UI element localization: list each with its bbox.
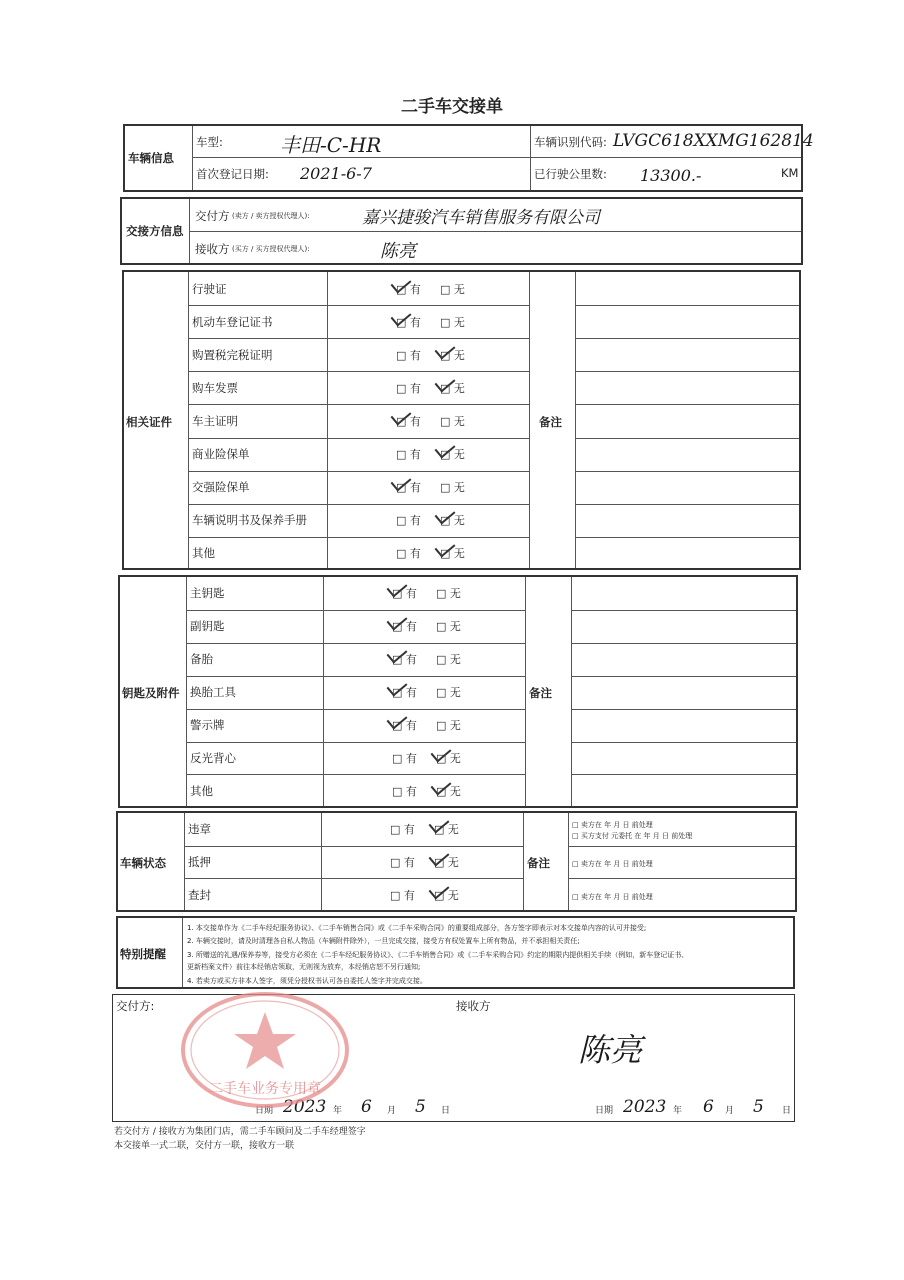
documents-box [122,270,801,570]
note-line-2: 2. 车辆交接时，请及时清理各自私人物品（车辆附件除外），一旦完成交接，接受方有权处置车上所有物品，并不承担相关责任; [187,937,580,945]
document-option-yes[interactable]: □ 有 [396,282,421,296]
status-option-yes[interactable]: □ 有 [390,856,415,870]
giver-date-label: 日期 [255,1106,274,1116]
document-option-no[interactable]: □ 无 [440,448,465,462]
model-label: 车型: [196,135,223,149]
note-line-3: 3. 所赠送的礼遇/保养券等，接受方必须在《二手车经纪服务协议》、《二手车销售合同》或《二手车采购合同》约定的期限内提供相关手续（例如，新车登记证书、 [187,951,689,959]
key-option-no[interactable]: □ 无 [436,751,461,765]
key-item-label: 反光背心 [190,750,236,765]
giver-date-month-unit: 月 [387,1106,397,1116]
document-option-yes[interactable]: □ 有 [396,547,421,561]
document-option-yes[interactable]: □ 有 [396,514,421,528]
receiver-date-month: 6 [703,1097,714,1117]
mileage-unit: KM [781,166,799,180]
key-option-no[interactable]: □ 无 [436,653,461,667]
parties-section-label: 交接方信息 [126,224,184,238]
keys-box [118,575,798,808]
document-item-label: 车主证明 [192,413,238,428]
document-option-no[interactable]: □ 无 [440,315,465,329]
key-option-yes[interactable]: □ 有 [392,719,417,733]
document-option-no[interactable]: □ 无 [440,381,465,395]
page-title: 二手车交接单 [401,97,503,117]
notes-section-label: 特别提醒 [120,947,166,961]
giver-date-day: 5 [415,1097,426,1117]
vin-label: 车辆识别代码: [534,135,607,149]
status-option-yes[interactable]: □ 有 [390,888,415,902]
document-item-label: 商业险保单 [192,447,250,462]
status-remark-4: □ 卖方在 年 月 日 前处理 [572,893,653,901]
key-option-yes[interactable]: □ 有 [392,620,417,634]
document-option-no[interactable]: □ 无 [440,547,465,561]
document-item-label: 其他 [192,546,215,561]
receiver-label: 接收方 [195,242,230,256]
status-option-no[interactable]: □ 无 [434,823,459,837]
key-option-no[interactable]: □ 无 [436,719,461,733]
document-option-yes[interactable]: □ 有 [396,381,421,395]
document-option-no[interactable]: □ 无 [440,481,465,495]
status-remark-3: □ 卖方在 年 月 日 前处理 [572,860,653,868]
status-option-yes[interactable]: □ 有 [390,823,415,837]
key-item-label: 主钥匙 [190,586,225,601]
status-remark-label: 备注 [527,856,550,870]
status-section-label: 车辆状态 [120,856,166,870]
key-item-label: 副钥匙 [190,619,225,634]
document-option-yes[interactable]: □ 有 [396,348,421,362]
documents-remark-label: 备注 [539,415,562,429]
status-item-label: 违章 [188,822,211,837]
note-line-4: 更新档案文件）前往本经销店领取，无则视为放弃，本经销店恕不另行通知; [187,963,421,971]
receiver-note: (买方 / 买方授权代理人): [232,245,310,253]
receiver-date-month-unit: 月 [725,1106,735,1116]
giver-note: (卖方 / 卖方授权代理人): [232,212,310,220]
vehicle-info-box [123,124,814,192]
giver-date-year: 2023 [283,1097,327,1117]
documents-section-label: 相关证件 [126,415,172,429]
notes-box [116,916,795,989]
parties-box [120,197,803,265]
document-option-no[interactable]: □ 无 [440,348,465,362]
key-option-yes[interactable]: □ 有 [392,587,417,601]
document-item-label: 购置税完税证明 [192,347,273,362]
receiver-date-label: 日期 [595,1106,614,1116]
footer-line-2: 本交接单一式二联，交付方一联，接收方一联 [114,1141,295,1151]
vin-value: LVGC618XXMG162814 [613,131,814,151]
receiver-date-day-unit: 日 [782,1106,792,1116]
vehicle-section-label: 车辆信息 [128,151,174,165]
document-option-no[interactable]: □ 无 [440,414,465,428]
reg-date-value: 2021-6-7 [300,164,372,183]
key-option-no[interactable]: □ 无 [436,784,461,798]
receiver-signature: 陈亮 [578,1031,643,1069]
document-item-label: 车辆说明书及保养手册 [192,513,307,528]
giver-value: 嘉兴捷骏汽车销售服务有限公司 [362,208,600,228]
document-option-no[interactable]: □ 无 [440,282,465,296]
keys-remark-label: 备注 [529,686,552,700]
receiver-date-year: 2023 [623,1097,667,1117]
document-option-yes[interactable]: □ 有 [396,481,421,495]
seal-text: 二手车业务专用章 [209,1081,321,1097]
key-option-yes[interactable]: □ 有 [392,653,417,667]
document-item-label: 购车发票 [192,380,238,395]
key-option-no[interactable]: □ 无 [436,587,461,601]
keys-section-label: 钥匙及附件 [122,686,180,700]
note-line-5: 4. 若卖方或买方非本人签字，须凭分授权书认可各自委托人签字并完成交接。 [187,977,427,985]
document-option-no[interactable]: □ 无 [440,514,465,528]
key-item-label: 警示牌 [190,718,225,733]
status-item-label: 查封 [188,887,211,902]
company-seal-stamp [180,990,350,1110]
key-item-label: 换胎工具 [190,685,236,700]
receiver-date-day: 5 [753,1097,764,1117]
giver-date-year-unit: 年 [333,1106,343,1116]
key-item-label: 备胎 [190,652,213,667]
mileage-value: 13300.- [640,166,702,185]
status-remark-2: □ 买方支付 元委托 在 年 月 日 前处理 [572,832,693,840]
document-item-label: 机动车登记证书 [192,314,273,329]
giver-date-month: 6 [361,1097,372,1117]
key-option-yes[interactable]: □ 有 [392,751,417,765]
status-remark-1: □ 卖方在 年 月 日 前处理 [572,821,653,829]
giver-date-day-unit: 日 [441,1106,451,1116]
key-option-no[interactable]: □ 无 [436,620,461,634]
status-box [116,811,797,912]
document-option-yes[interactable]: □ 有 [396,414,421,428]
model-value: 丰田-C-HR [280,133,382,157]
footer-line-1: 若交付方 / 接收方为集团门店，需二手车顾问及二手车经理签字 [114,1127,366,1137]
document-item-label: 行驶证 [192,281,227,296]
sign-receiver-label: 接收方 [456,999,491,1013]
document-option-yes[interactable]: □ 有 [396,448,421,462]
key-item-label: 其他 [190,783,213,798]
document-option-yes[interactable]: □ 有 [396,315,421,329]
key-option-no[interactable]: □ 无 [436,686,461,700]
sign-giver-label: 交付方: [116,999,155,1013]
reg-date-label: 首次登记日期: [196,167,269,181]
key-option-yes[interactable]: □ 有 [392,686,417,700]
receiver-value: 陈亮 [380,241,416,262]
note-line-1: 1. 本交接单作为《二手车经纪服务协议》、《二手车销售合同》或《二手车采购合同》的重要组成部分，各方签字即表示对本交接单内容的认可并接受; [187,924,647,932]
document-item-label: 交强险保单 [192,480,250,495]
key-option-yes[interactable]: □ 有 [392,784,417,798]
giver-label: 交付方 [195,209,230,223]
status-item-label: 抵押 [188,855,211,870]
status-option-no[interactable]: □ 无 [434,888,459,902]
mileage-label: 已行驶公里数: [534,167,607,181]
status-option-no[interactable]: □ 无 [434,856,459,870]
receiver-date-year-unit: 年 [673,1106,683,1116]
